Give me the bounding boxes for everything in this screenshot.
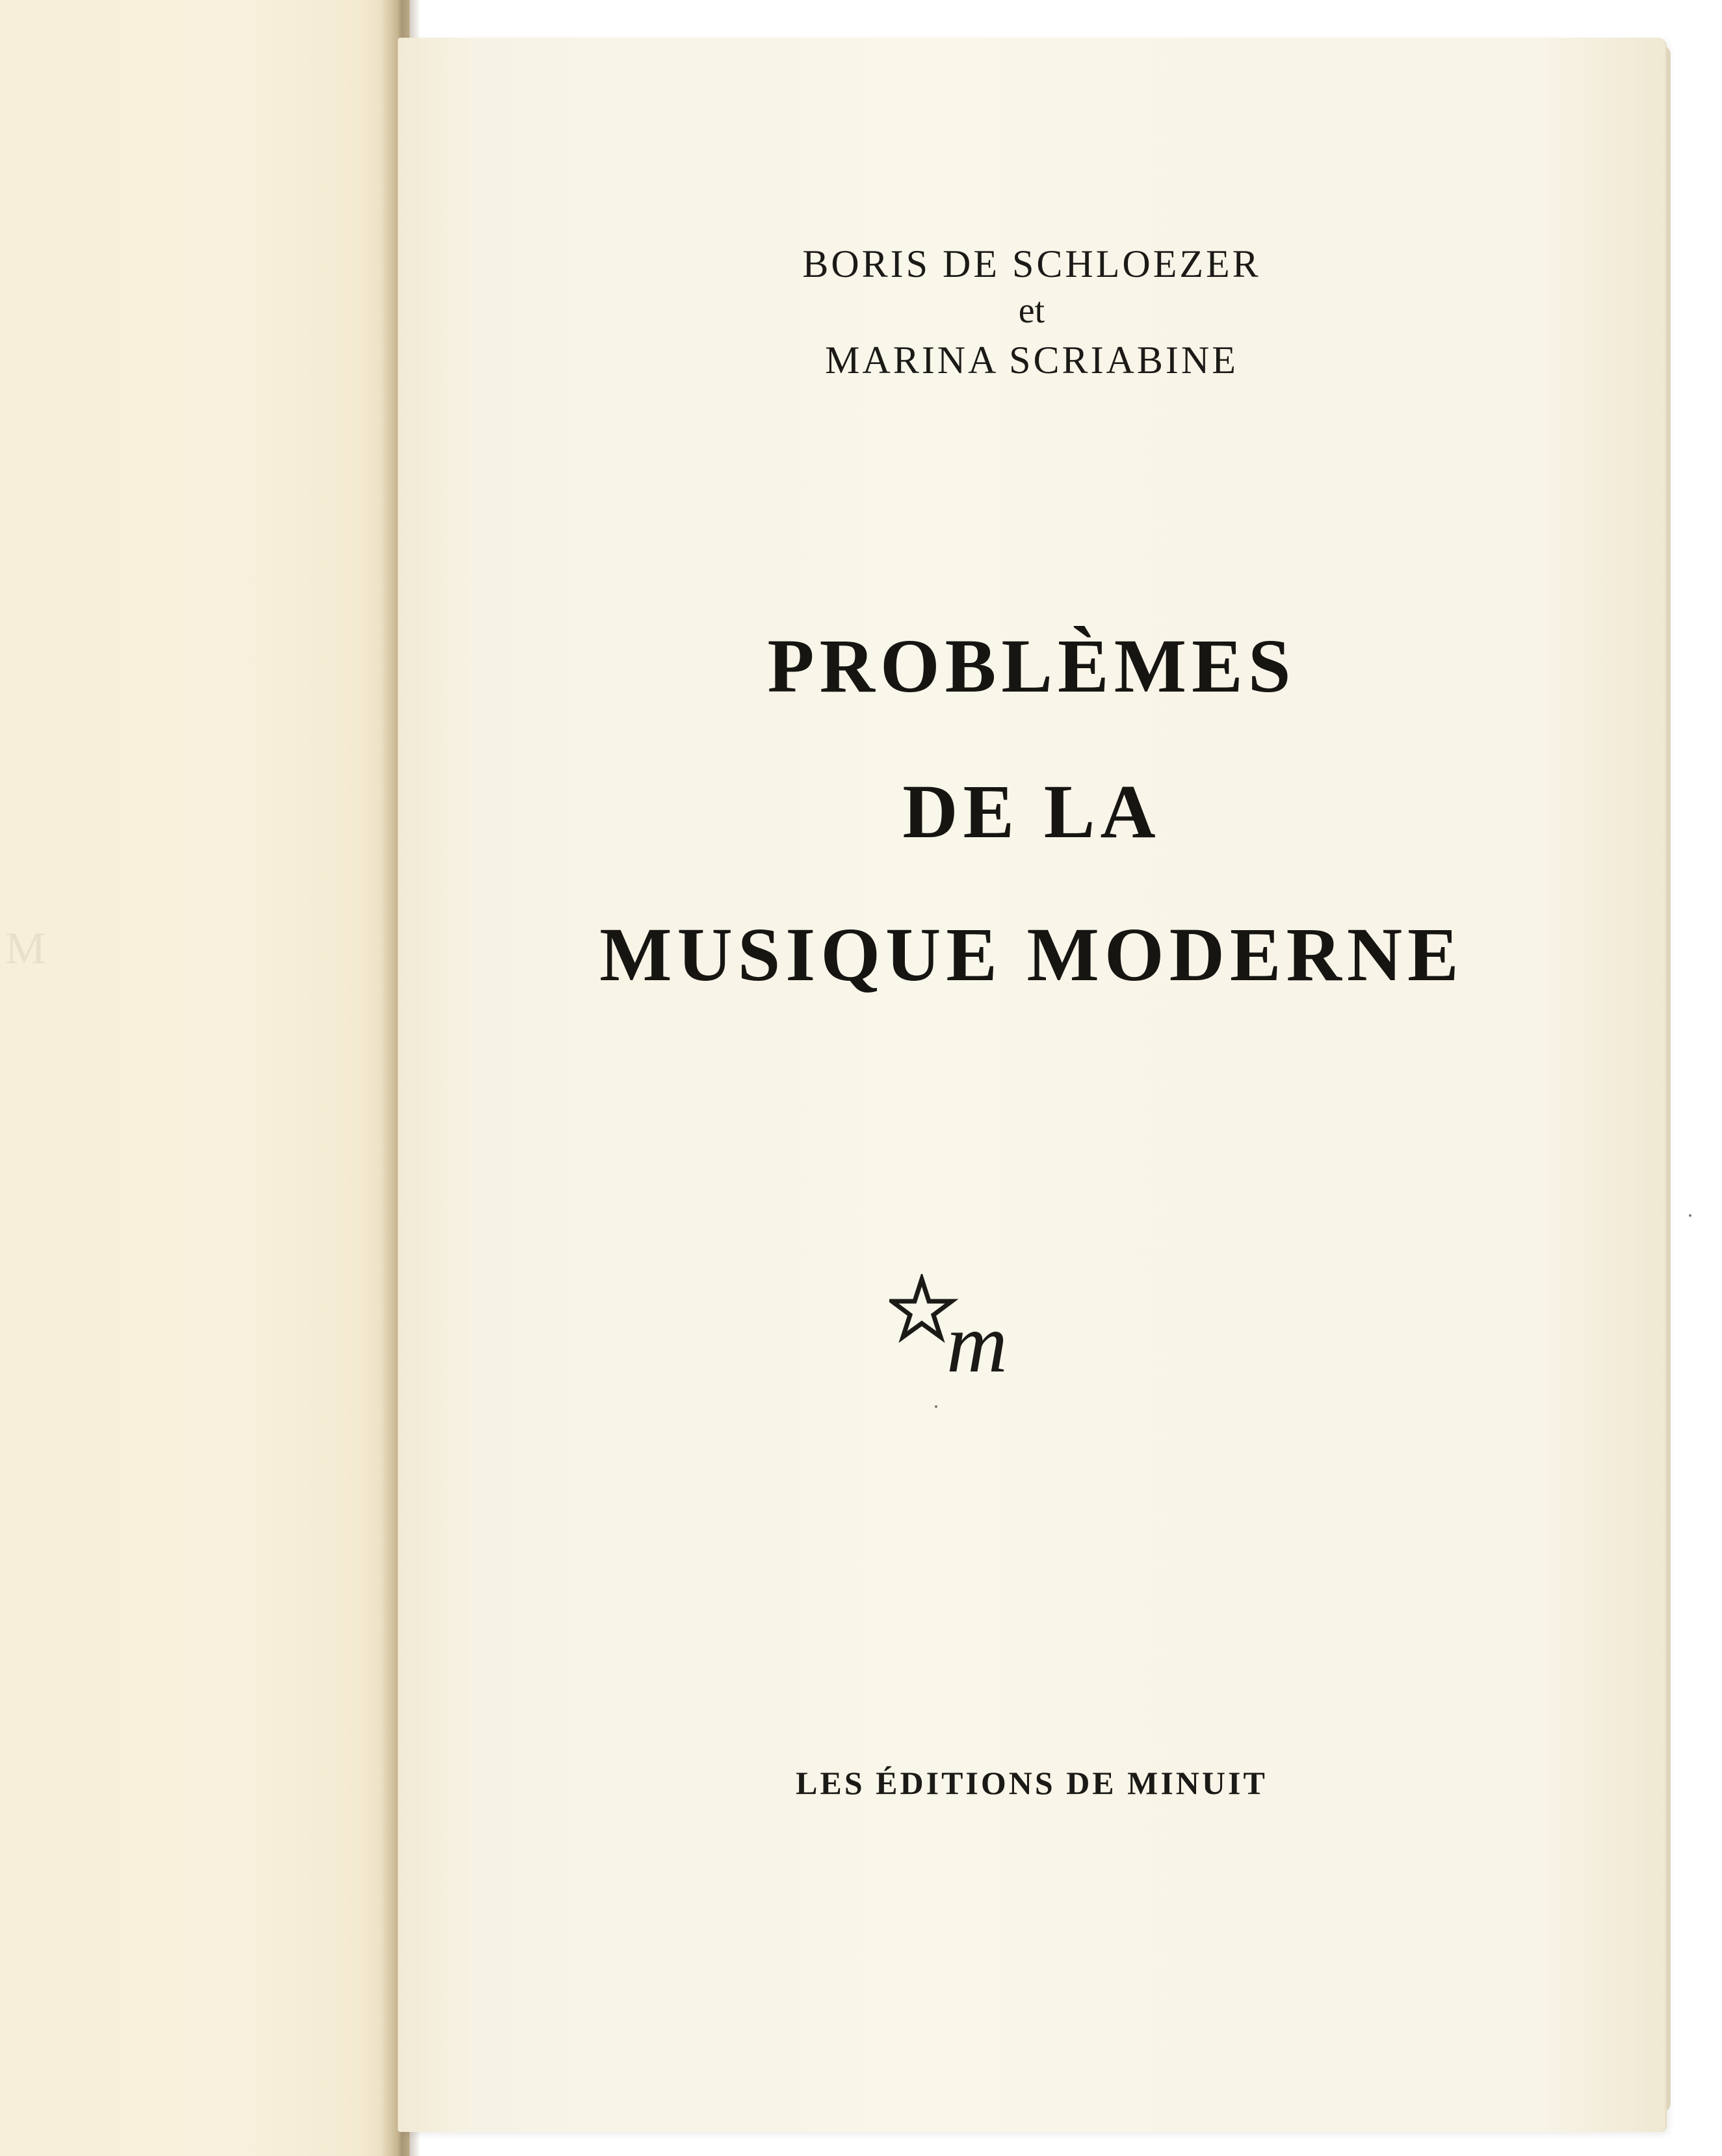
title-line-1: PROBLÈMES: [767, 623, 1296, 708]
left-page-bleed-through: M: [5, 924, 50, 974]
title-page: [398, 38, 1665, 2132]
logo-star-shape: [892, 1279, 952, 1337]
left-page: [0, 0, 410, 2156]
logo-letter: m: [946, 1297, 1008, 1384]
title-line-2: DE LA: [902, 769, 1161, 854]
publisher-name: LES ÉDITIONS DE MINUIT: [796, 1765, 1268, 1801]
paper-speck: [1689, 1214, 1691, 1217]
title-line-3: MUSIQUE MODERNE: [599, 912, 1464, 997]
paper-speck: [935, 1405, 937, 1408]
star-m-logo-icon: [889, 1274, 1045, 1384]
author-name-2: MARINA SCRIABINE: [825, 339, 1238, 382]
author-name-1: BORIS DE SCHLOEZER: [802, 242, 1261, 285]
author-conjunction: et: [1018, 291, 1045, 331]
